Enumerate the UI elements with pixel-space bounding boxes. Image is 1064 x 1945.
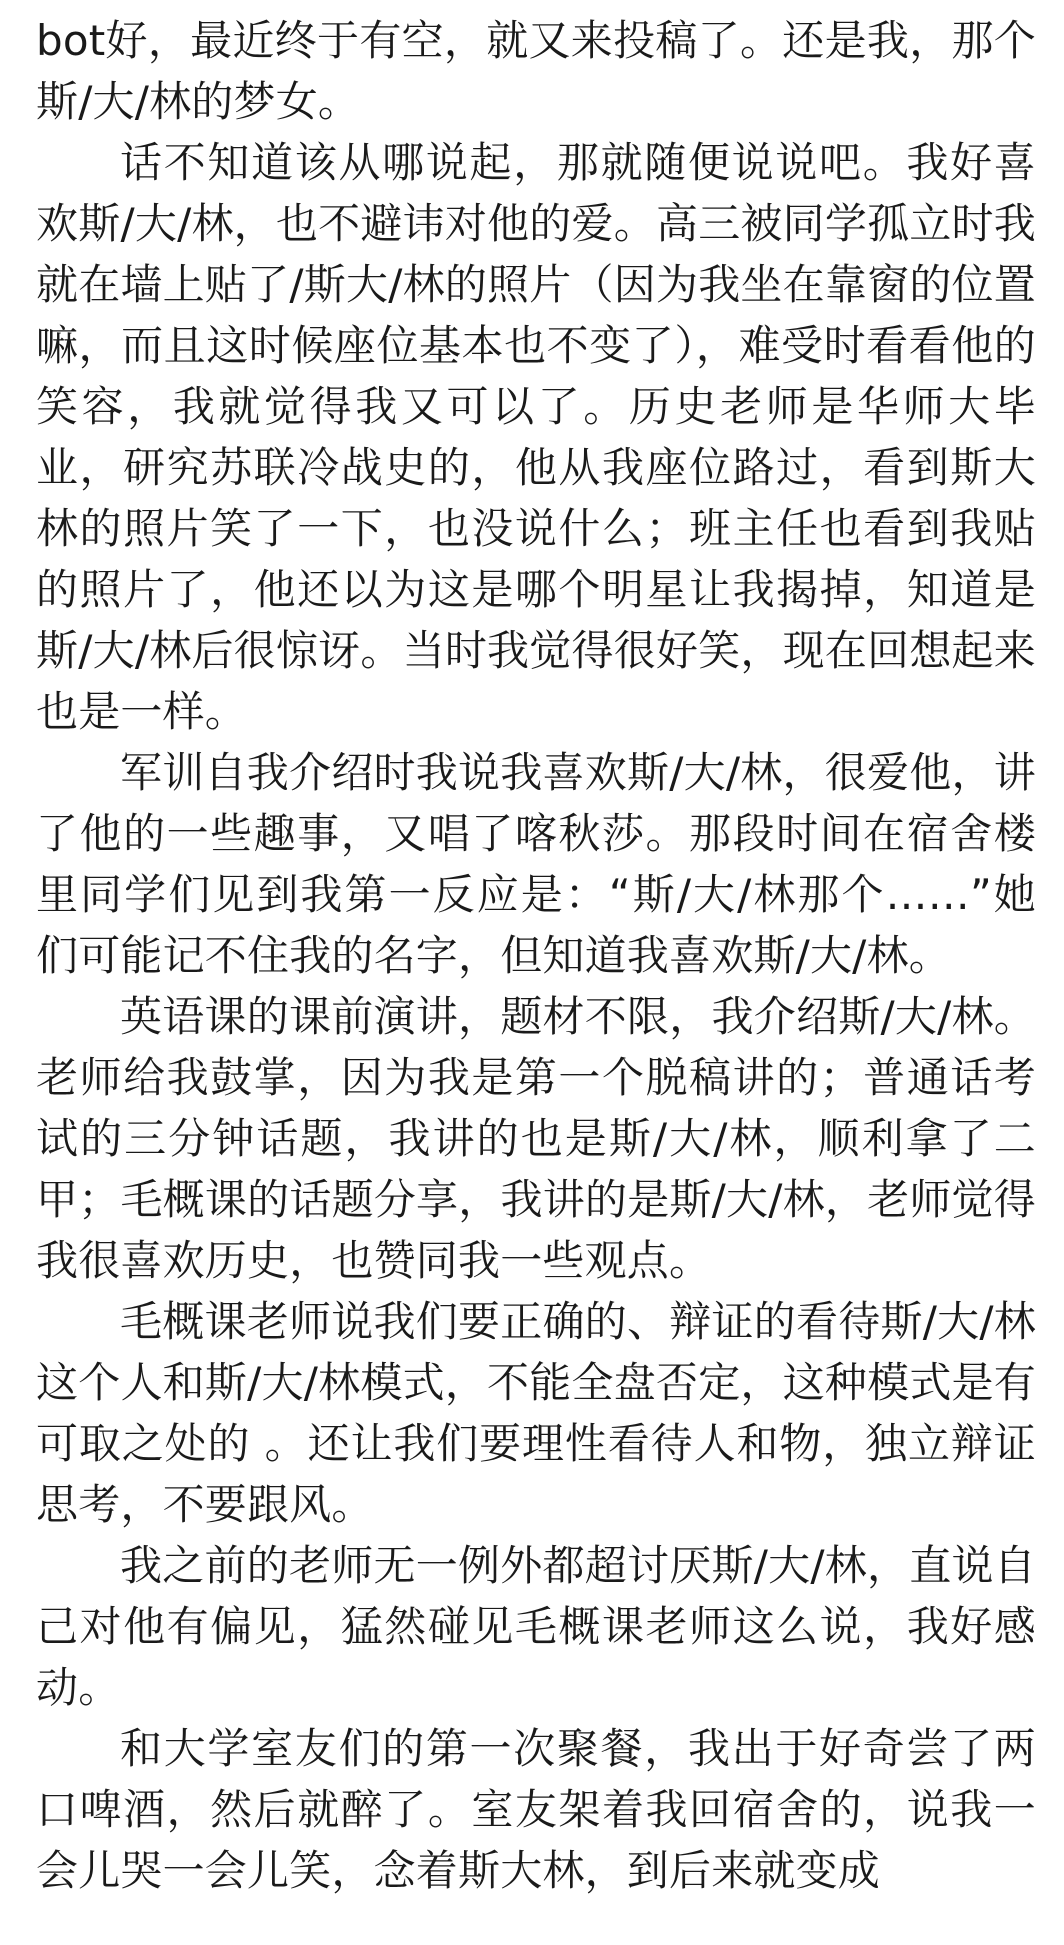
paragraph-previous-teachers: 我之前的老师无一例外都超讨厌斯/大/林，直说自己对他有偏见，猛然碰见毛概课老师这么说，我好感动。 [36, 1541, 1036, 1712]
paragraph-military-training: 军训自我介绍时我说我喜欢斯/大/林，很爱他，讲了他的一些趣事，又唱了喀秋莎。那段时间在宿舍楼里同学们见到我第一反应是：“斯/大/林那个……”她们可能记不住我的名字，但知道我喜欢斯/大/林。 [36, 748, 1036, 980]
paragraph-speeches: 英语课的课前演讲，题材不限，我介绍斯/大/林。老师给我鼓掌，因为我是第一个脱稿讲的；普通话考试的三分钟话题，我讲的也是斯/大/林，顺利拿了二甲；毛概课的话题分享，我讲的是斯/大/林，老师觉得我很喜欢历史，也赞同我一些观点。 [36, 992, 1036, 1285]
paragraph-opening: bot好，最近终于有空，就又来投稿了。还是我，那个斯/大/林的梦女。 [36, 16, 1036, 126]
paragraph-photo-on-wall: 话不知道该从哪说起，那就随便说说吧。我好喜欢斯/大/林，也不避讳对他的爱。高三被同学孤立时我就在墙上贴了/斯大/林的照片（因为我坐在靠窗的位置嘛，而且这时候座位基本也不变了），难受时看看他的笑容，我就觉得我又可以了。历史老师是华师大毕业，研究苏联冷战史的，他从我座位路过，看到斯大林的照片笑了一下，也没说什么；班主任也看到我贴的照片了，他还以为这是哪个明星让我揭掉，知道是斯/大/林后很惊讶。当时我觉得很好笑，现在回想起来也是一样。 [36, 138, 1036, 736]
paragraph-teacher-view: 毛概课老师说我们要正确的、辩证的看待斯/大/林这个人和斯/大/林模式，不能全盘否定，这种模式是有可取之处的 。还让我们要理性看待人和物，独立辩证思考，不要跟风。 [36, 1297, 1036, 1529]
paragraph-dinner: 和大学室友们的第一次聚餐，我出于好奇尝了两口啤酒，然后就醉了。室友架着我回宿舍的，说我一会儿哭一会儿笑，念着斯大林，到后来就变成 [36, 1724, 1036, 1895]
post-body [36, 10, 1036, 1901]
